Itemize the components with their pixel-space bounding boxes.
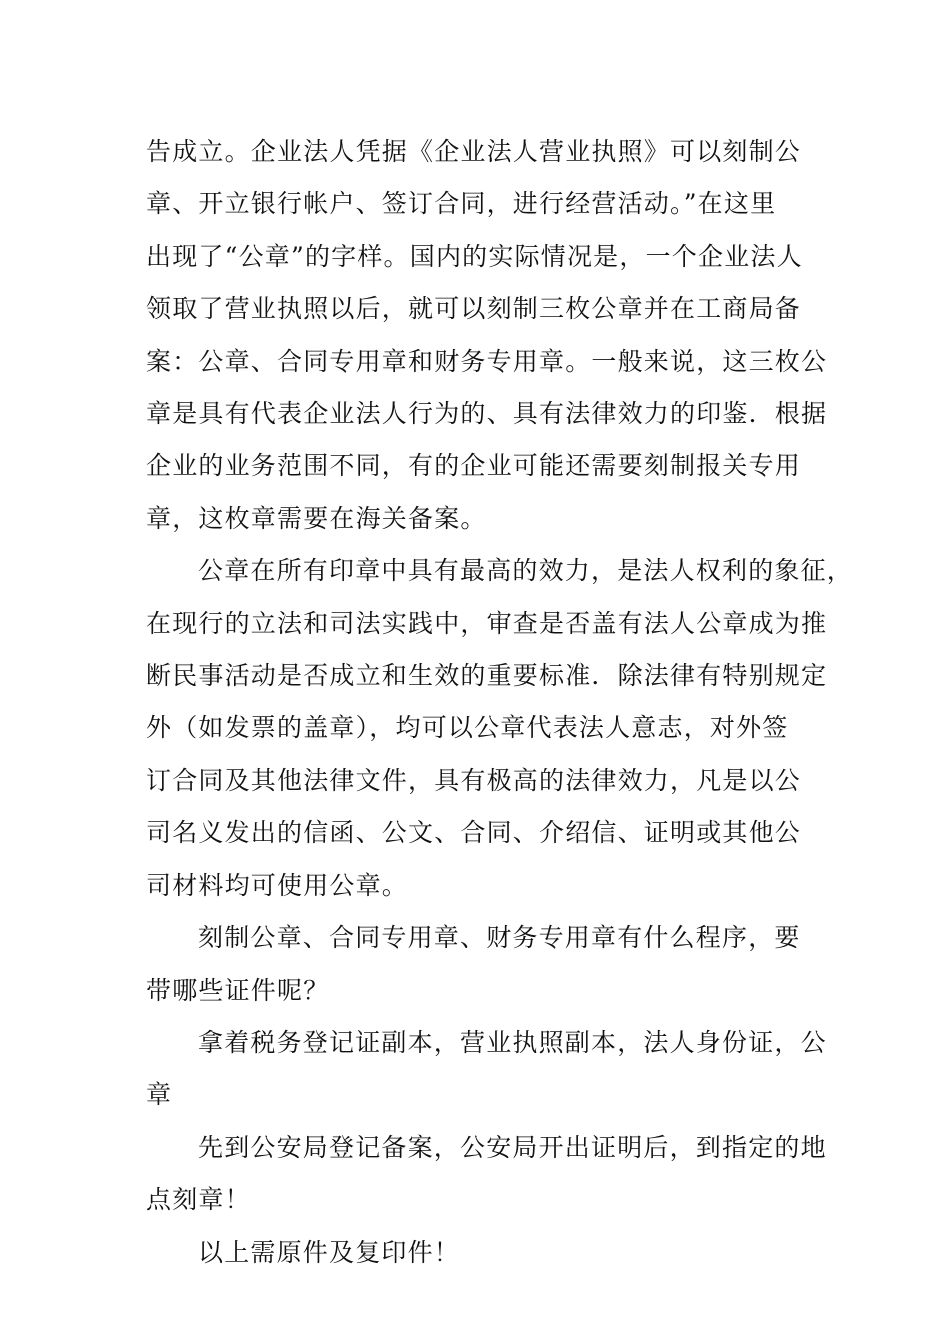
text-line: 在现行的立法和司法实践中，审查是否盖有法人公章成为推 — [146, 608, 828, 638]
text-line: 拿着税务登记证副本，营业执照副本，法人身份证，公 — [198, 1027, 827, 1057]
text-line: 章、开立银行帐户、签订合同，进行经营活动。”在这里 — [146, 189, 777, 219]
paragraph-6 — [146, 1227, 810, 1279]
document-body — [146, 126, 854, 1279]
text-line: 司名义发出的信函、公文、合同、介绍信、证明或其他公 — [146, 818, 802, 848]
text-line: 出现了“公章”的字样。国内的实际情况是，一个企业法人 — [146, 241, 803, 271]
text-line: 告成立。企业法人凭据《企业法人营业执照》可以刻制公 — [146, 137, 802, 166]
text-line: 带哪些证件呢？ — [146, 975, 330, 1005]
text-line: 断民事活动是否成立和生效的重要标准．除法律有特别规定 — [146, 661, 828, 691]
text-line: 司材料均可使用公章。 — [146, 870, 409, 900]
text-line: 领取了营业执照以后，就可以刻制三枚公章并在工商局备 — [146, 294, 802, 324]
paragraph-2 — [146, 545, 854, 912]
paragraph-4 — [146, 1017, 827, 1122]
paragraph-5 — [146, 1122, 827, 1227]
text-line: 以上需原件及复印件！ — [198, 1237, 461, 1267]
text-line: 公章在所有印章中具有最高的效力，是法人权利的象征， — [198, 556, 854, 586]
text-line: 外（如发票的盖章），均可以公章代表法人意志，对外签 — [146, 713, 789, 743]
text-line: 刻制公章、合同专用章、财务专用章有什么程序，要 — [198, 923, 801, 953]
text-line: 点刻章！ — [146, 1185, 251, 1215]
text-line: 章，这枚章需要在海关备案。 — [146, 503, 487, 533]
text-line: 企业的业务范围不同，有的企业可能还需要刻制报关专用 — [146, 451, 802, 481]
text-line: 案：公章、合同专用章和财务专用章。一般来说，这三枚公 — [146, 346, 828, 376]
text-line: 章 — [146, 1080, 173, 1110]
text-line: 订合同及其他法律文件，具有极高的法律效力，凡是以公 — [146, 765, 802, 795]
text-line: 先到公安局登记备案，公安局开出证明后，到指定的地 — [198, 1132, 827, 1162]
paragraph-1 — [146, 126, 828, 545]
paragraph-3 — [146, 912, 810, 1017]
text-line: 章是具有代表企业法人行为的、具有法律效力的印鉴．根据 — [146, 399, 828, 429]
